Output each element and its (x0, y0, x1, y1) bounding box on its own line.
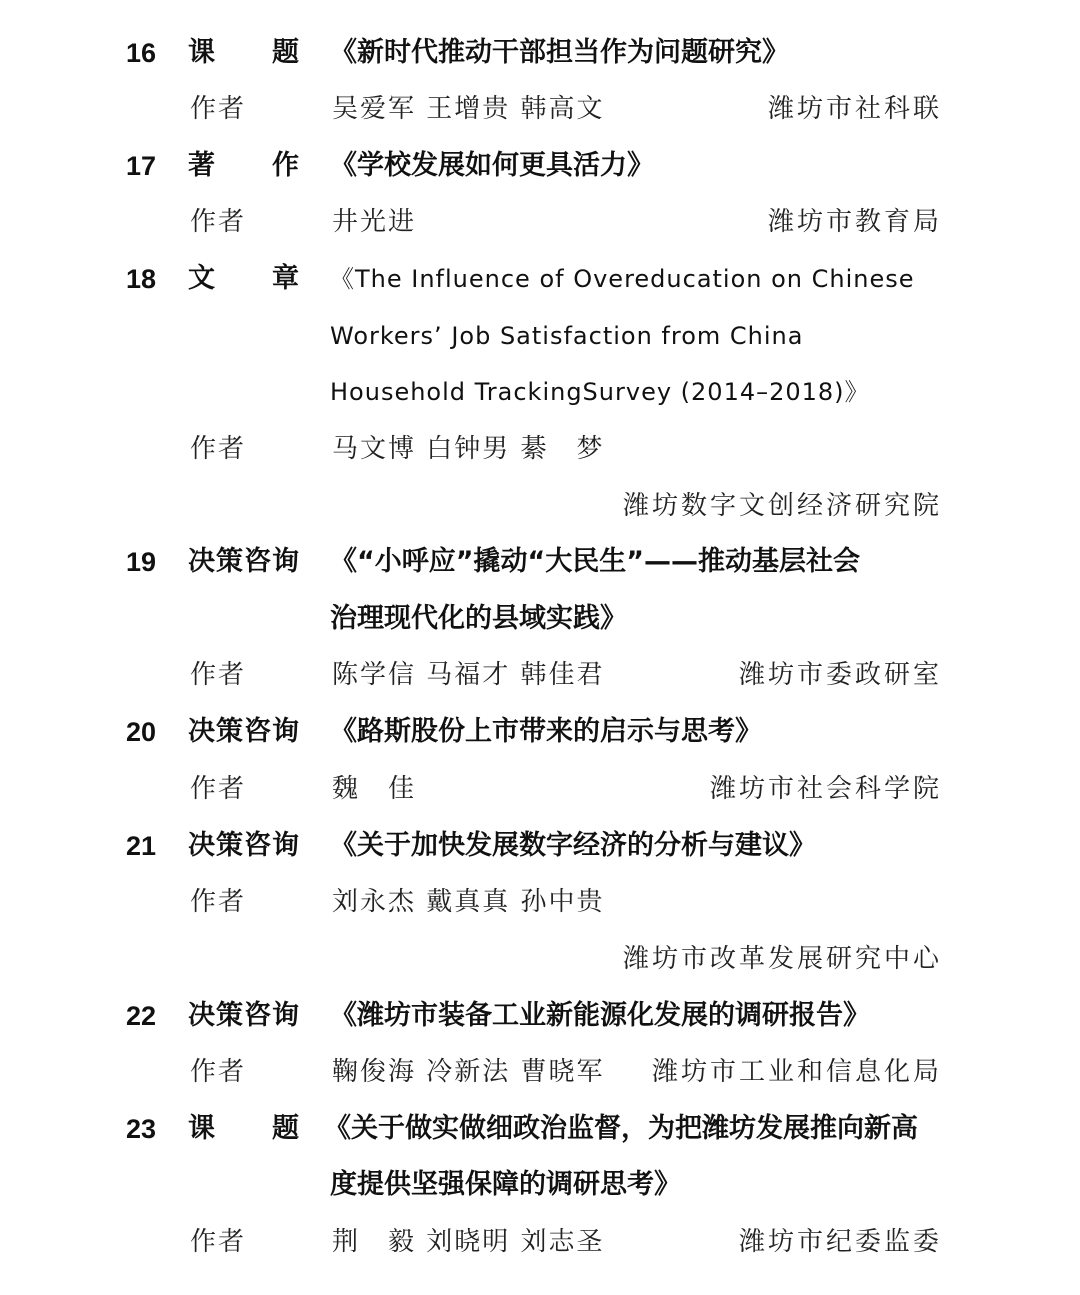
author-label: 作者 (190, 887, 247, 917)
author-names: 井光进 (332, 207, 417, 237)
entry-23-heading (0, 1101, 1080, 1157)
author-names: 马文博 白钟男 綦 梦 (332, 434, 605, 464)
entry-number: 16 (126, 38, 157, 68)
entry-22-heading (0, 988, 1080, 1044)
entry-title: 《潍坊市装备工业新能源化发展的调研报告》 (330, 1000, 870, 1031)
entry-17-heading (0, 138, 1080, 194)
author-organization: 潍坊市纪委监委 (738, 1227, 942, 1257)
entry-title: 《The Influence of Overeducation on Chinese (330, 265, 915, 293)
entry-title-continued: Household TrackingSurvey (2014–2018)》 (330, 378, 870, 406)
author-label: 作者 (190, 207, 247, 237)
entry-number: 20 (126, 717, 157, 747)
entry-16-authors (0, 81, 1080, 137)
author-organization: 潍坊市改革发展研究中心 (622, 944, 942, 974)
entry-19-authors (0, 647, 1080, 703)
entry-title: 《路斯股份上市带来的启示与思考》 (330, 716, 762, 747)
author-label: 作者 (190, 94, 247, 124)
entry-category: 课 题 (188, 37, 300, 68)
entry-category: 著 作 (188, 150, 300, 181)
author-organization: 潍坊数字文创经济研究院 (622, 491, 942, 521)
entry-18-heading (0, 251, 1080, 307)
author-names: 陈学信 马福才 韩佳君 (332, 660, 605, 690)
author-label: 作者 (190, 774, 247, 804)
entry-number: 23 (126, 1114, 157, 1144)
entry-title: 《“小呼应”撬动“大民生”——推动基层社会 (330, 546, 860, 577)
entry-category: 决策咨询 (188, 716, 300, 747)
author-names: 吴爱军 王增贵 韩高文 (332, 94, 605, 124)
author-label: 作者 (190, 1227, 247, 1257)
entry-category: 文 章 (188, 263, 300, 294)
entry-title: 《新时代推动干部担当作为问题研究》 (330, 37, 789, 68)
author-names: 魏 佳 (332, 774, 417, 804)
author-names: 刘永杰 戴真真 孙中贵 (332, 887, 605, 917)
entry-20-authors (0, 761, 1080, 817)
author-names: 荆 毅 刘晓明 刘志圣 (332, 1227, 605, 1257)
author-organization: 潍坊市社会科学院 (709, 774, 942, 804)
entry-number: 22 (126, 1001, 157, 1031)
author-label: 作者 (190, 434, 247, 464)
entry-title: 《关于加快发展数字经济的分析与建议》 (330, 830, 816, 861)
author-label: 作者 (190, 1057, 247, 1087)
author-label: 作者 (190, 660, 247, 690)
entry-number: 18 (126, 264, 157, 294)
entry-19-heading (0, 534, 1080, 590)
entry-number: 21 (126, 831, 157, 861)
entry-title: 《学校发展如何更具活力》 (330, 150, 654, 181)
author-organization: 潍坊市社科联 (767, 94, 942, 124)
entry-21-authors (0, 874, 1080, 930)
entry-title-continued: 治理现代化的县域实践》 (330, 603, 627, 634)
entry-21-heading (0, 818, 1080, 874)
entry-22-authors (0, 1044, 1080, 1100)
entry-category: 决策咨询 (188, 546, 300, 577)
entry-title-continued: Workers’ Job Satisfaction from China (330, 322, 804, 350)
entry-title-continued: 度提供坚强保障的调研思考》 (330, 1169, 681, 1200)
entry-category: 决策咨询 (188, 830, 300, 861)
entry-19-title-cont (0, 591, 1080, 647)
entry-23-authors (0, 1214, 1080, 1270)
author-names: 鞠俊海 冷新法 曹晓军 (332, 1057, 605, 1087)
entry-number: 19 (126, 547, 157, 577)
entry-category: 课 题 (188, 1113, 300, 1144)
entry-18-org (0, 478, 1080, 534)
entry-17-authors (0, 194, 1080, 250)
entry-16-heading (0, 25, 1080, 81)
entry-number: 17 (126, 151, 157, 181)
author-organization: 潍坊市教育局 (767, 207, 942, 237)
entry-21-org (0, 931, 1080, 987)
entry-category: 决策咨询 (188, 1000, 300, 1031)
entry-18-authors (0, 421, 1080, 477)
author-organization: 潍坊市工业和信息化局 (651, 1057, 942, 1087)
entry-title: 《关于做实做细政治监督，为把潍坊发展推向新高 (324, 1113, 918, 1144)
author-organization: 潍坊市委政研室 (738, 660, 942, 690)
entry-18-title-cont-2 (0, 364, 1080, 420)
entry-18-title-cont-1 (0, 308, 1080, 364)
entry-20-heading (0, 704, 1080, 760)
entry-23-title-cont (0, 1157, 1080, 1213)
